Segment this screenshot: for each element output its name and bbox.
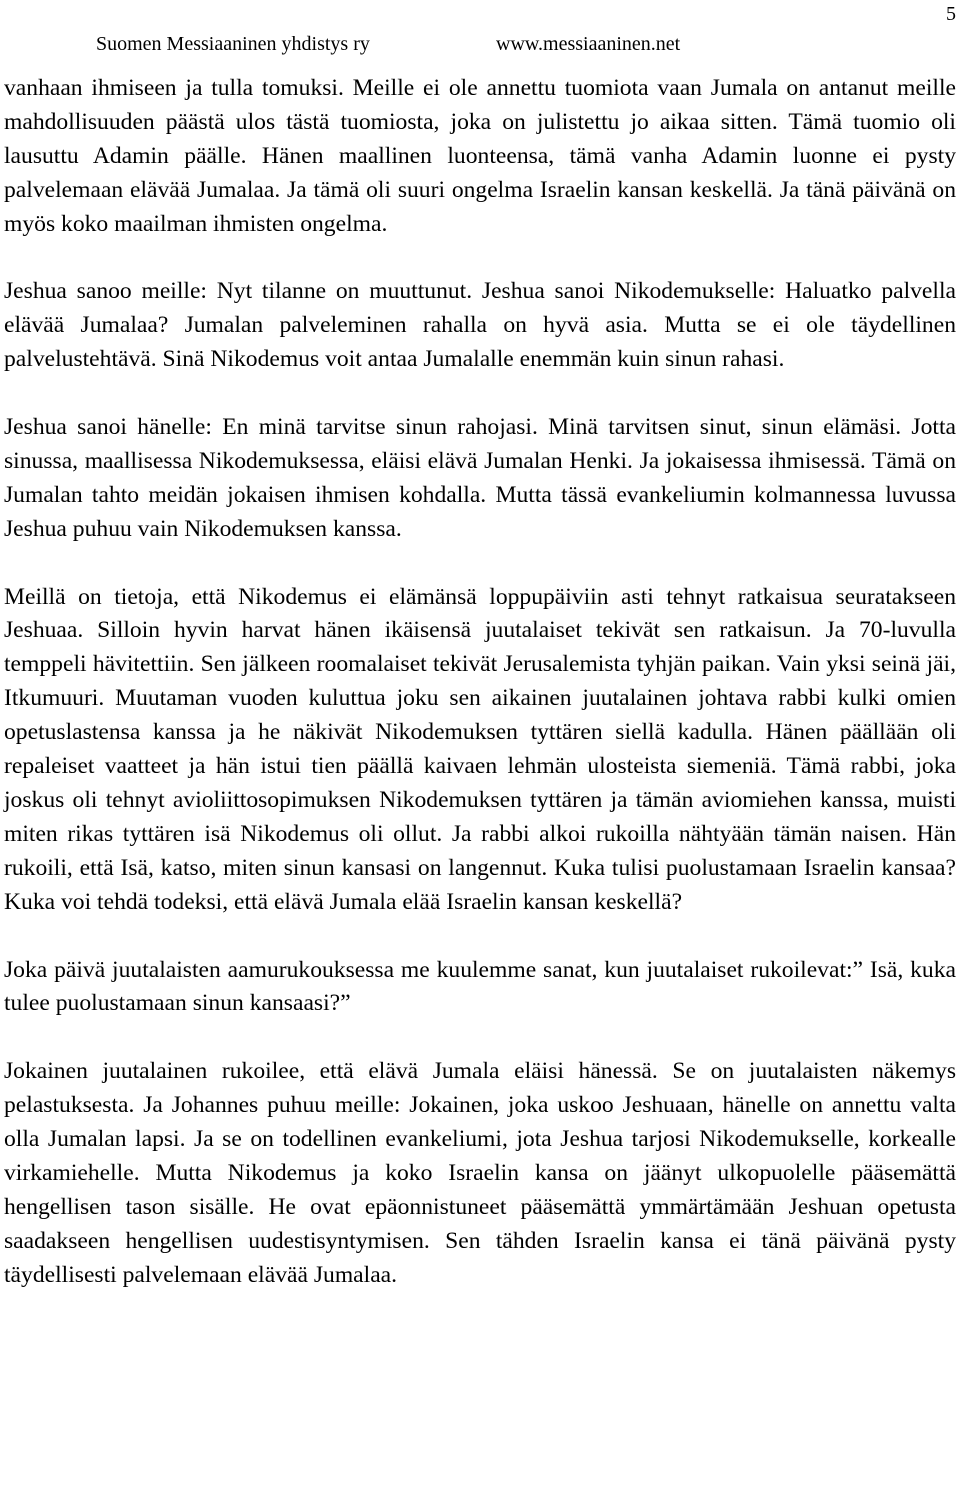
paragraph: Jeshua sanoo meille: Nyt tilanne on muuttunut. Jeshua sanoi Nikodemukselle: Haluatko palvella elävää Jumalaa? Jumalan palveleminen rahalla on hyvä asia. Mutta se ei ole täydellinen palvelustehtävä. Sinä Nikodemus voit antaa Jumalalle enemmän kuin sinun rahasi. [4, 278, 956, 373]
organization-name: Suomen Messiaaninen yhdistys ry [96, 33, 370, 55]
paragraph: vanhaan ihmiseen ja tulla tomuksi. Meille ei ole annettu tuomiota vaan Jumala on antanut meille mahdollisuuden päästä ulos tästä tuomiosta, joka on julistettu jo aikaa sitten. Tämä tuomio oli lausuttu Adamin päälle. Hänen maallinen luonteensa, tämä vanha Adamin luonne ei pysty palvelemaan elävää Jumalaa. Ja tämä oli suuri ongelma Israelin kansan keskellä. Ja tänä päivänä on myös koko maailman ihmisten ongelma. [4, 75, 956, 237]
page-number: 5 [946, 3, 956, 25]
paragraph: Jokainen juutalainen rukoilee, että elävä Jumala eläisi hänessä. Se on juutalaisten näkemys pelastuksesta. Ja Johannes puhuu meille: Jokainen, joka uskoo Jeshuaan, hänelle on annettu valta olla Jumalan lapsi. Ja se on todellinen evankeliumi, jota Jeshua tarjosi Nikodemukselle, korkealle virkamiehelle. Mutta Nikodemus ja koko Israelin kansa on jäänyt ulkopuolelle pääsemättä hengellisen tason sisälle. He ovat epäonnistuneet pääsemättä ymmärtämään Jeshuan opetusta saadakseen hengellisen uudestisyntymisen. Sen tähden Israelin kansa ei tänä päivänä pysty täydellisesti palvelemaan elävää Jumalaa. [4, 1058, 956, 1288]
paragraph: Joka päivä juutalaisten aamurukouksessa me kuulemme sanat, kun juutalaiset rukoilevat:” Isä, kuka tulee puolustamaan sinun kansaasi?” [4, 956, 956, 1017]
paragraph: Jeshua sanoi hänelle: En minä tarvitse sinun rahojasi. Minä tarvitsen sinut, sinun elämäsi. Jotta sinussa, maallisessa Nikodemuksessa, eläisi elävä Jumalan Henki. Ja jokaisessa ihmisessä. Tämä on Jumalan tahto meidän jokaisen ihmisen kohdalla. Mutta tässä evankeliumin kolmannessa luvussa Jeshua puhuu vain Nikodemuksen kanssa. [4, 414, 956, 542]
paragraph: Meillä on tietoja, että Nikodemus ei elämänsä loppupäiviin asti tehnyt ratkaisua seuratakseen Jeshuaa. Silloin hyvin harvat hänen ikäisensä juutalaiset tekivät sen ratkaisun. Ja 70-luvulla temppeli hävitettiin. Sen jälkeen roomalaiset tekivät Jerusalemista tyhjän paikan. Vain yksi seinä jäi, Itkumuuri. Muutaman vuoden kuluttua joku sen aikainen juutalainen johtava rabbi kulki omien opetuslastensa kanssa ja he näkivät Nikodemuksen tyttären siellä kadulla. Hänen päällään oli repaleiset vaatteet ja hän istui tien päällä kaivaen lehmän ulosteista siemeniä. Tämä rabbi, joka joskus oli tehnyt avioliittosopimuksen Nikodemuksen tyttären ja tämän aviomiehen kanssa, muisti miten rikas tyttären isä Nikodemus oli ollut. Ja rabbi alkoi rukoilla nähtyään tämän naisen. Hän rukoili, että Isä, katso, miten sinun kansasi on langennut. Kuka tulisi puolustamaan Israelin kansaa? Kuka voi tehdä todeksi, että elävä Jumala elää Israelin kansan keskellä? [4, 583, 956, 915]
document-body [4, 72, 956, 1293]
page-header [96, 30, 736, 58]
website-url[interactable]: www.messiaaninen.net [496, 33, 681, 55]
